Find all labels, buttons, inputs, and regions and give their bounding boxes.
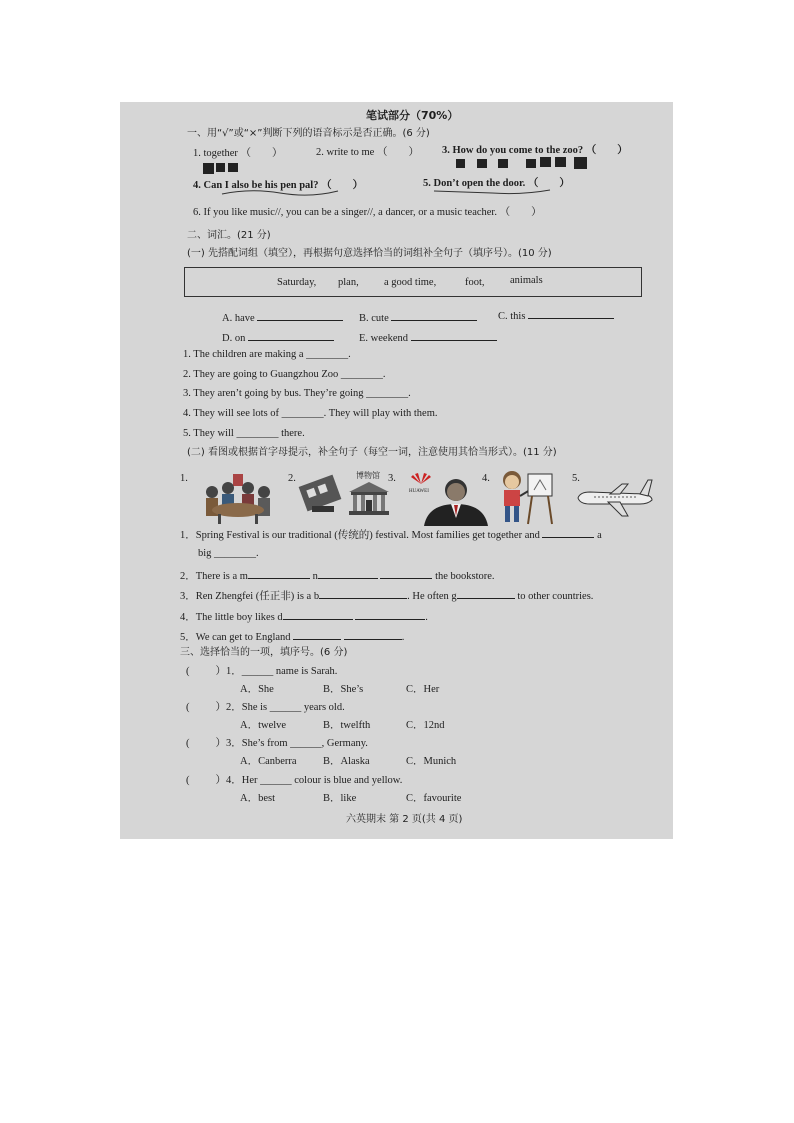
s2p1-sentence-1: 1. The children are making a ________. xyxy=(183,349,351,360)
word: foot, xyxy=(465,277,485,288)
boy-drawing-image xyxy=(494,468,556,526)
section2-part1-heading: (一) 先搭配词组（填空），再根据句意选择恰当的词组补全句子（填序号）。(10 分) xyxy=(187,248,552,259)
s2p1-sentence-2: 2. They are going to Guangzhou Zoo ________. xyxy=(183,369,386,380)
word: Saturday, xyxy=(277,277,317,288)
s1-item-1: 1. together （ ） xyxy=(193,148,283,159)
s1-item-5: 5. Don’t open the door. （ ） xyxy=(423,178,570,189)
phonetic-mark xyxy=(526,159,536,168)
s1-item-2: 2. write to me （ ） xyxy=(316,147,419,158)
family-dinner-image xyxy=(198,470,278,526)
airplane-image xyxy=(574,476,656,520)
option-e: E. weekend xyxy=(359,330,497,345)
pic-number-5: 5. xyxy=(572,473,580,484)
s3-q1-option-c: C．Her xyxy=(406,684,440,695)
phonetic-mark xyxy=(477,159,487,168)
word: plan, xyxy=(338,277,359,288)
s3-question-4: ( ）4．Her ______ colour is blue and yellow. xyxy=(186,775,403,786)
section2-heading: 二、词汇。(21 分) xyxy=(187,230,271,241)
word: animals xyxy=(510,275,543,286)
s1-item-6: 6. If you like music//, you can be a singer//, a dancer, or a music teacher. （ ） xyxy=(193,207,542,218)
s2p1-sentence-4: 4. They will see lots of ________. They will play with them. xyxy=(183,408,438,419)
s1-item-3: 3. How do you come to the zoo? （ ） xyxy=(442,145,628,156)
s3-q4-option-a: A．best xyxy=(240,793,275,804)
section2-part2-heading: (二) 看图或根据首字母提示，补全句子（每空一词，注意使用其恰当形式）。(11 分) xyxy=(187,447,557,458)
intonation-curve xyxy=(220,188,340,198)
s2p2-sentence-1: 1．Spring Festival is our traditional (传统的) festival. Most families get together and a xyxy=(180,527,602,542)
section3-heading: 三、选择恰当的一项，填序号。(6 分) xyxy=(180,647,348,658)
s1-item-4: 4. Can I also be his pen pal? （ ） xyxy=(193,180,364,191)
s2p1-sentence-5: 5. They will ________ there. xyxy=(183,428,305,439)
phonetic-mark xyxy=(574,157,587,169)
s3-question-3: ( ）3．She’s from ______, Germany. xyxy=(186,738,368,749)
phonetic-mark xyxy=(555,157,566,167)
s2p2-sentence-3: 3．Ren Zhengfei (任正非) is a b . He often g to other countries. xyxy=(180,588,593,603)
s3-q3-option-b: B．Alaska xyxy=(323,756,370,767)
s2p1-sentence-3: 3. They aren’t going by bus. They’re going ________. xyxy=(183,388,411,399)
s3-q3-option-c: C．Munich xyxy=(406,756,457,767)
s3-q3-option-a: A．Canberra xyxy=(240,756,297,767)
s2p2-sentence-1-cont: big ________. xyxy=(198,548,259,559)
word: a good time, xyxy=(384,277,437,288)
exam-sheet xyxy=(120,102,673,839)
s3-q4-option-b: B．like xyxy=(323,793,357,804)
intonation-curve xyxy=(432,187,552,197)
museum-label: 博物馆 xyxy=(356,471,380,480)
s3-q2-option-b: B．twelfth xyxy=(323,720,371,731)
s3-q1-option-b: B．She’s xyxy=(323,684,364,695)
option-b: B. cute xyxy=(359,310,477,325)
phonetic-mark xyxy=(498,159,508,168)
page-footer: 六英期末 第 2 页(共 4 页) xyxy=(346,814,463,825)
phonetic-mark xyxy=(228,163,238,172)
option-a: A. have xyxy=(222,310,343,325)
option-c: C. this xyxy=(498,308,614,323)
option-d: D. on xyxy=(222,330,334,345)
s2p2-sentence-2: 2．There is a m n the bookstore. xyxy=(180,568,495,583)
phonetic-mark xyxy=(540,157,551,167)
s3-q4-option-c: C．favourite xyxy=(406,793,462,804)
s3-q2-option-a: A．twelve xyxy=(240,720,287,731)
pic-number-2: 2. xyxy=(288,473,296,484)
phonetic-mark xyxy=(216,163,225,172)
pic-number-3: 3. xyxy=(388,473,396,484)
film-projector-image xyxy=(298,474,344,518)
s3-q2-option-c: C．12nd xyxy=(406,720,445,731)
s2p2-sentence-5: 5．We can get to England . xyxy=(180,629,404,644)
s3-question-1: ( ）1．______ name is Sarah. xyxy=(186,666,338,677)
museum-building-image xyxy=(346,480,392,516)
word-box xyxy=(184,267,642,297)
phonetic-mark xyxy=(456,159,465,168)
s2p2-sentence-4: 4．The little boy likes d . xyxy=(180,609,428,624)
huawei-text: HUAWEI xyxy=(409,489,429,494)
pic-number-4: 4. xyxy=(482,473,490,484)
pic-number-1: 1. xyxy=(180,473,188,484)
s3-q1-option-a: A．She xyxy=(240,684,274,695)
section1-heading: 一、用“√”或“×”判断下列的语音标示是否正确。(6 分) xyxy=(187,128,430,139)
page-title: 笔试部分（70%） xyxy=(366,109,459,122)
s3-question-2: ( ）2．She is ______ years old. xyxy=(186,702,345,713)
phonetic-mark xyxy=(203,163,214,174)
